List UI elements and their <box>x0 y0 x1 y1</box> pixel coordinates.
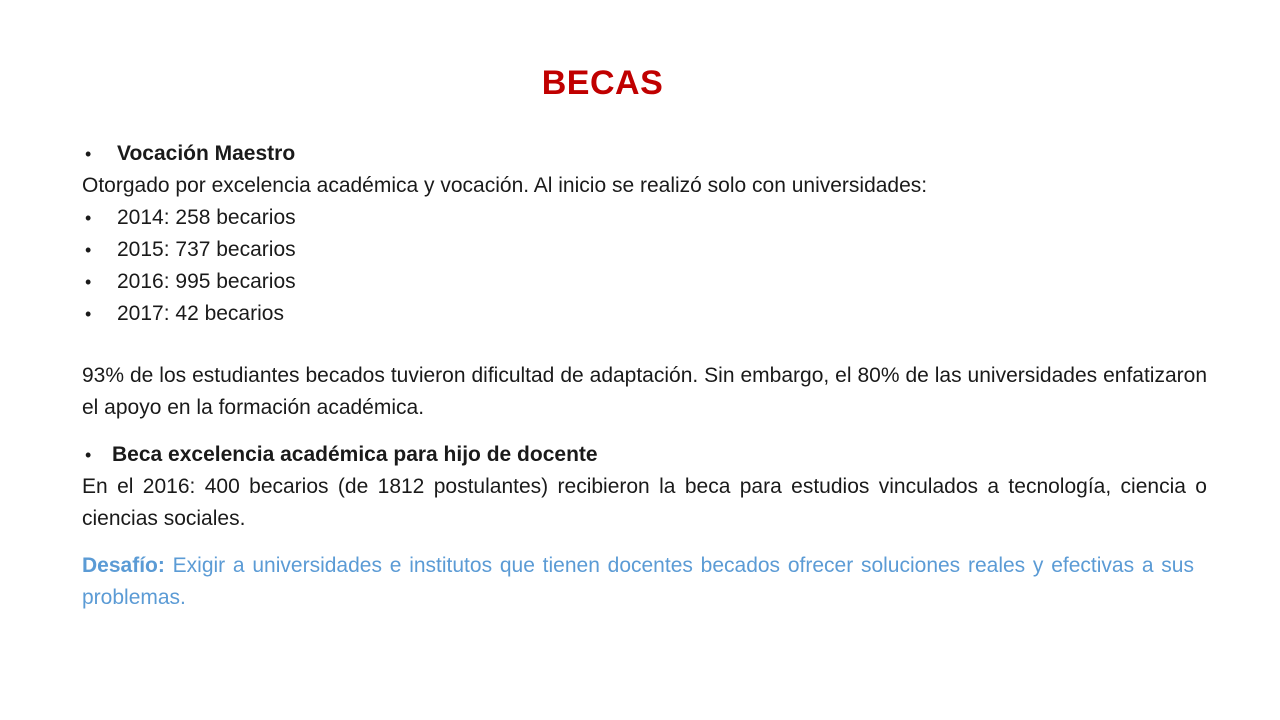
section1-heading-row <box>82 138 1207 170</box>
section2-text: En el 2016: 400 becarios (de 1812 postulantes) recibieron la beca para estudios vinculados a tecnología, ciencia o ciencias sociales. <box>82 475 1207 530</box>
challenge-label: Desafío: <box>82 554 165 577</box>
list-item <box>82 266 1207 298</box>
challenge-text: Exigir a universidades e institutos que tienen docentes becados ofrecer soluciones reales y efectivas a sus problemas. <box>82 554 1194 609</box>
list-item <box>82 202 1207 234</box>
list-item <box>82 298 1207 330</box>
challenge-paragraph <box>82 550 1194 614</box>
section1-heading: Vocación Maestro <box>117 142 296 165</box>
section2-heading-row <box>82 439 1207 471</box>
bullet-icon: • <box>85 208 92 228</box>
list-item-text: 2014: 258 becarios <box>117 206 296 229</box>
bullet-icon: • <box>85 445 92 465</box>
bullet-icon: • <box>85 304 92 324</box>
bullet-icon: • <box>85 240 92 260</box>
slide-content <box>82 138 1207 614</box>
list-item-text: 2016: 995 becarios <box>117 270 296 293</box>
section1-note: 93% de los estudiantes becados tuvieron dificultad de adaptación. Sin embargo, el 80% de las universidades enfatizaron el apoyo en la formación académica. <box>82 364 1207 419</box>
bullet-icon: • <box>85 272 92 292</box>
list-item-text: 2017: 42 becarios <box>117 302 284 325</box>
section2-heading: Beca excelencia académica para hijo de docente <box>112 443 598 466</box>
section1-intro: Otorgado por excelencia académica y vocación. Al inicio se realizó solo con universidades: <box>82 174 928 197</box>
slide-title: BECAS <box>541 64 664 102</box>
bullet-icon: • <box>85 144 92 164</box>
list-item-text: 2015: 737 becarios <box>117 238 296 261</box>
list-item <box>82 234 1207 266</box>
